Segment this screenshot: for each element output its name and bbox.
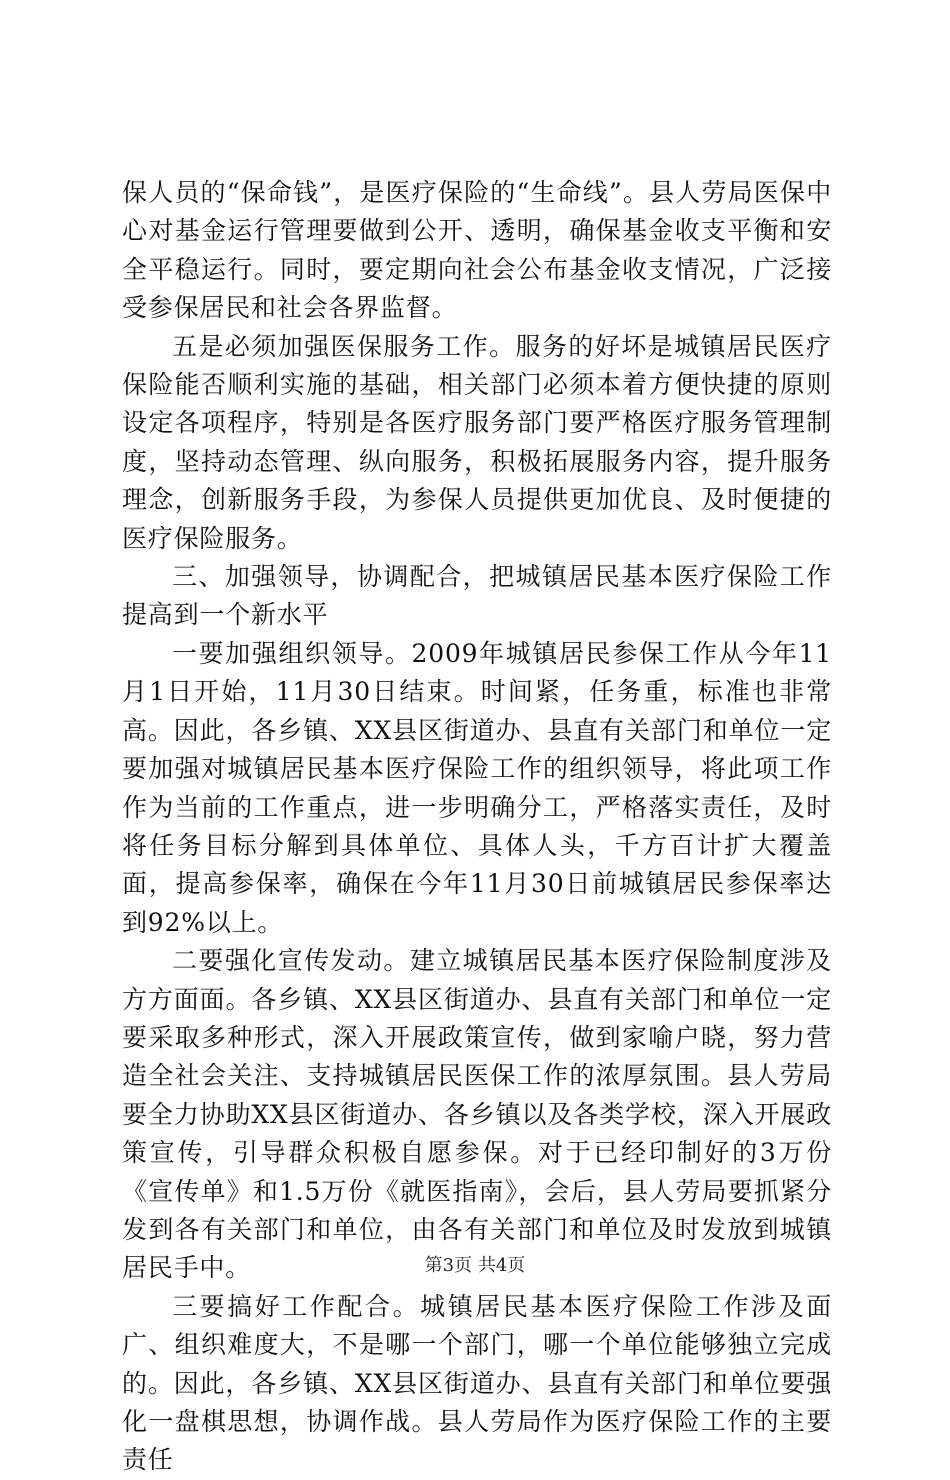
page-number-footer: 第3页 共4页 (424, 1255, 526, 1276)
document-body (122, 174, 832, 1480)
section-heading-leadership: 三、加强领导，协调配合，把城镇居民基本医疗保险工作提高到一个新水平 (122, 562, 832, 630)
paragraph-cooperation: 三要搞好工作配合。城镇居民基本医疗保险工作涉及面广、组织难度大，不是哪一个部门，哪一个单位能够独立完成的。因此，各乡镇、XX县区街道办、县直有关部门和单位要强化一盘棋思想，协调作战。县人劳局作为医疗保险工作的主要责任 (122, 1291, 832, 1475)
paragraph-publicity: 二要强化宣传发动。建立城镇居民基本医疗保险制度涉及方方面面。各乡镇、XX县区街道办、县直有关部门和单位一定要采取多种形式，深入开展政策宣传，做到家喻户晓，努力营造全社会关注、支持城镇居民医保工作的浓厚氛围。县人劳局要全力协助XX县区街道办、各乡镇以及各类学校，深入开展政策宣传，引导群众积极自愿参保。对于已经印制好的3万份《宣传单》和1.5万份《就医指南》，会后，县人劳局要抓紧分发到各有关部门和单位，由各有关部门和单位及时发放到城镇居民手中。 (122, 946, 832, 1283)
paragraph-medical-service: 五是必须加强医保服务工作。服务的好坏是城镇居民医疗保险能否顺利实施的基础，相关部门必须本着方便快捷的原则设定各项程序，特别是各医疗服务部门要严格医疗服务管理制度，坚持动态管理、纵向服务，积极拓展服务内容，提升服务理念，创新服务手段，为参保人员提供更加优良、及时便捷的医疗保险服务。 (122, 331, 832, 553)
paragraph-organization-leadership: 一要加强组织领导。2009年城镇居民参保工作从今年11月1日开始，11月30日结束。时间紧，任务重，标准也非常高。因此，各乡镇、XX县区街道办、县直有关部门和单位一定要加强对城镇居民基本医疗保险工作的组织领导，将此项工作作为当前的工作重点，进一步明确分工，严格落实责任，及时将任务目标分解到具体单位、具体人头，千方百计扩大覆盖面，提高参保率，确保在今年11月30日前城镇居民参保率达到92%以上。 (122, 638, 832, 937)
paragraph-fund-supervision: 保人员的“保命钱”，是医疗保险的“生命线”。县人劳局医保中心对基金运行管理要做到公开、透明，确保基金收支平衡和安全平稳运行。同时，要定期向社会公布基金收支情况，广泛接受参保居民和社会各界监督。 (122, 178, 832, 323)
